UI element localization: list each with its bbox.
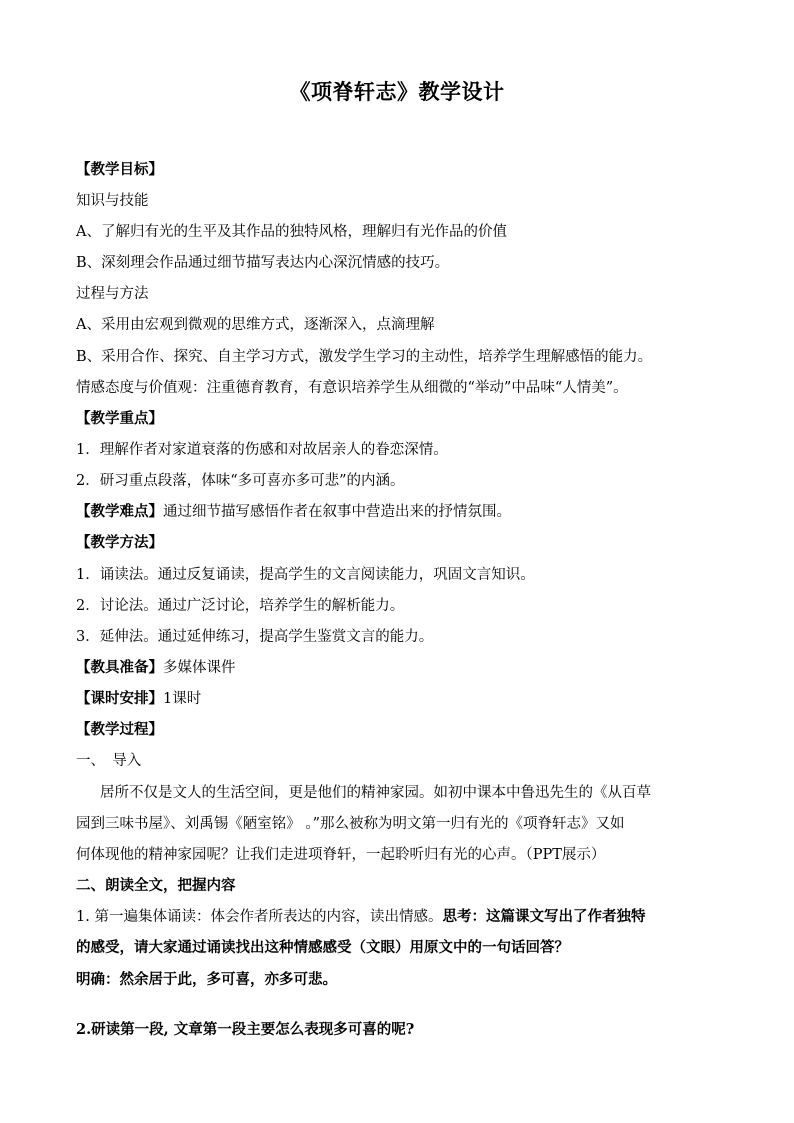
method-item-3: 3．延伸法。通过延伸练习，提高学生鉴赏文言的能力。 [76, 629, 434, 645]
reading-step-1-question-continued: 的感受，请大家通过诵读找出这种情感感受（文眼）用原文中的一句话回答？ [76, 939, 569, 956]
intro-heading: 一、 导入 [76, 753, 142, 769]
section-heading-schedule: 【课时安排】 [76, 690, 163, 707]
section-heading-methods: 【教学方法】 [76, 534, 163, 551]
schedule-row [76, 689, 726, 709]
method-item-2: 2．讨论法。通过广泛讨论，培养学生的解析能力。 [76, 598, 405, 614]
intro-paragraph-line-3: 何体现他的精神家园呢？让我们走进项脊轩，一起聆听归有光的心声。（PPT展示） [76, 847, 606, 863]
difficulty-row [76, 502, 726, 522]
method-item-1: 1．诵读法。通过反复诵读，提高学生的文言阅读能力，巩固文言知识。 [76, 567, 535, 583]
difficulty-text: 通过细节描写感悟作者在叙事中营造出来的抒情氛围。 [163, 504, 511, 520]
section-heading-difficulty: 【教学难点】 [76, 503, 163, 520]
emotion-objective: 情感态度与价值观：注重德育教育，有意识培养学生从细微的“举动”中品味“人情美”。 [76, 380, 628, 396]
process-method-heading: 过程与方法 [76, 286, 149, 302]
schedule-text: 1课时 [163, 691, 202, 707]
section-heading-process: 【教学过程】 [76, 721, 163, 738]
knowledge-item-a: A、了解归有光的生平及其作品的独特风格，理解归有光作品的价值 [76, 224, 507, 240]
document-title: 《项脊轩志》教学设计 [289, 79, 505, 104]
tools-row [76, 658, 726, 678]
reading-step-1-question: 思考：这篇课文写出了作者独特 [442, 908, 646, 925]
tools-text: 多媒体课件 [163, 660, 236, 676]
intro-paragraph-line-1: 居所不仅是文人的生活空间，更是他们的精神家园。如初中课本中鲁迅先生的《从百草 [100, 785, 651, 801]
process-item-b: B、采用合作、探究、自主学习方式，激发学生学习的主动性，培养学生理解感悟的能力。 [76, 349, 653, 365]
reading-step-2: 2.研读第一段, 文章第一段主要怎么表现多可喜的呢? [76, 1021, 415, 1038]
knowledge-heading: 知识与技能 [76, 193, 149, 209]
process-item-a: A、采用由宏观到微观的思维方式，逐渐深入，点滴理解 [76, 317, 435, 333]
reading-section-heading: 二、朗读全文，把握内容 [76, 877, 236, 894]
reading-step-1 [76, 907, 726, 927]
intro-paragraph-line-2: 园到三味书屋》、刘禹锡《陋室铭》 。”那么被称为明文第一归有光的《项脊轩志》又如 [76, 816, 625, 832]
section-heading-key-points: 【教学重点】 [76, 410, 163, 427]
reading-answer: 明确：然余居于此，多可喜，亦多可悲。 [76, 971, 337, 988]
section-heading-objectives: 【教学目标】 [76, 161, 163, 178]
reading-step-1-text: 1. 第一遍集体诵读：体会作者所表达的内容，读出情感。 [76, 909, 443, 925]
section-heading-tools: 【教具准备】 [76, 659, 163, 676]
key-point-2: 2．研习重点段落，体味“多可喜亦多可悲”的内涵。 [76, 473, 405, 489]
knowledge-item-b: B、深刻理会作品通过细节描写表达内心深沉情感的技巧。 [76, 255, 450, 271]
key-point-1: 1．理解作者对家道衰落的伤感和对故居亲人的眷恋深情。 [76, 442, 448, 458]
